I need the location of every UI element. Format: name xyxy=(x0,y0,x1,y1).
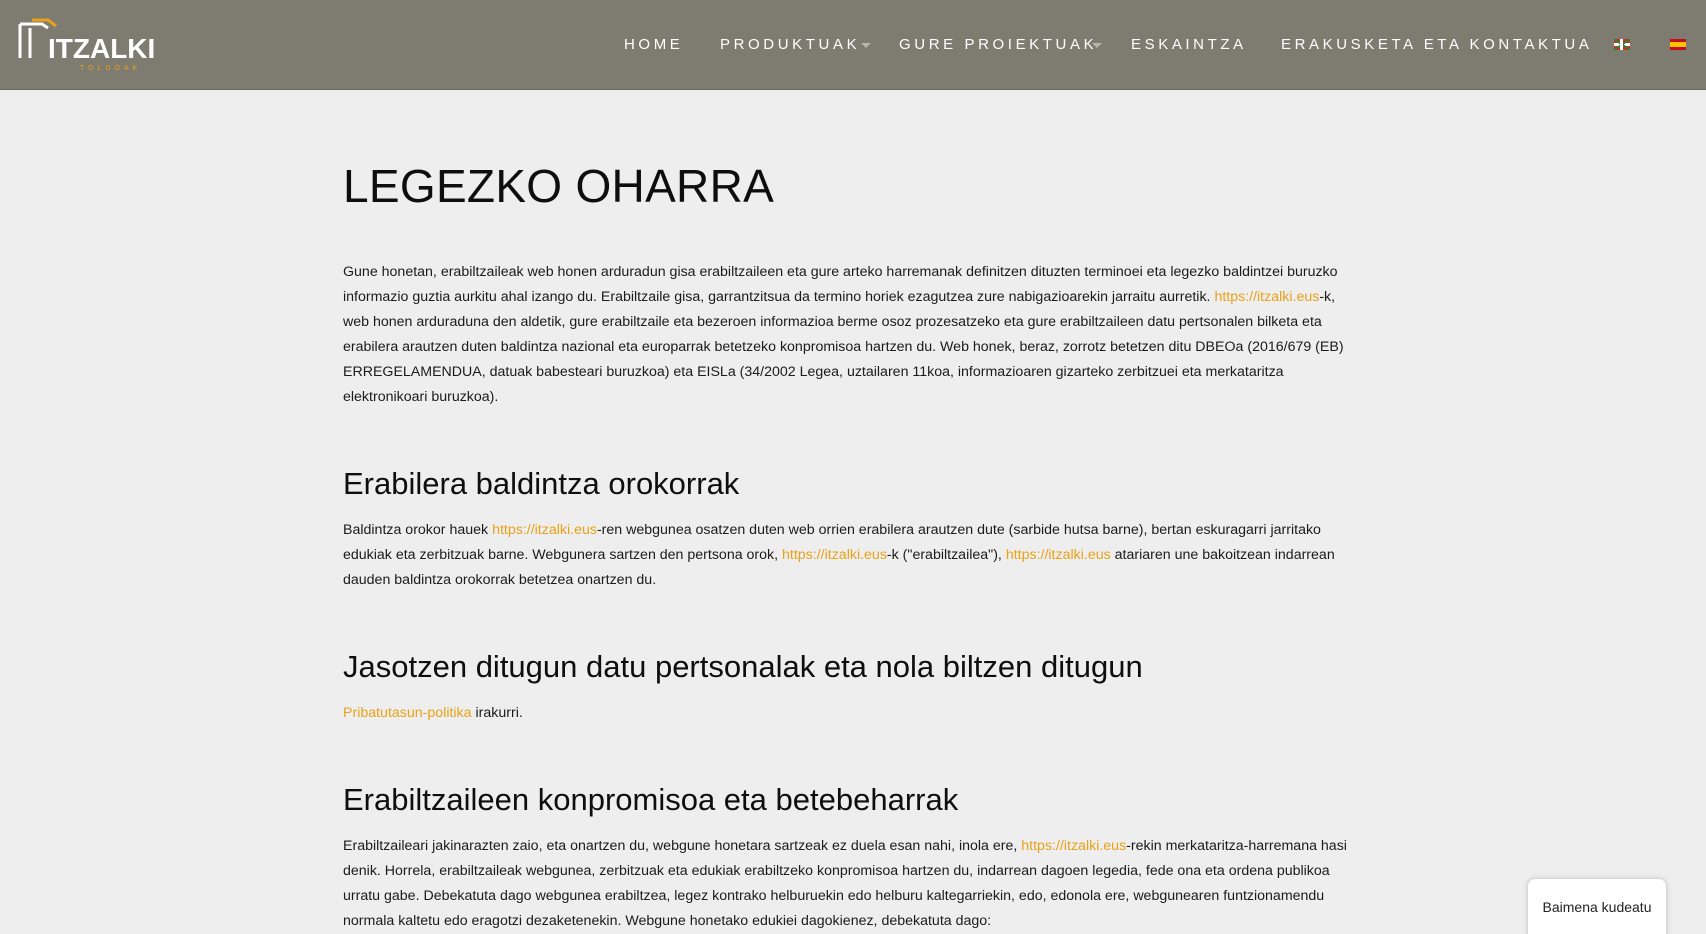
nav-produktuak[interactable]: PRODUKTUAK xyxy=(720,36,861,53)
paragraph-text: Baldintza orokor hauek xyxy=(343,522,493,538)
intro-text: -k, web honen arduraduna den aldetik, gure erabiltzaile eta bezeroen informazioa berme osoz prozesatzeko eta gure erabiltzaileen datu pertsonalen bilketa eta erabilera arautzen duten baldintza nazional eta europarrak betetzeko konpromisoa hartzen du. Web honek, beraz, zorrotz betetzen ditu DBEOa (2016/679 (EB) ERREGELAMENDUA, datuak babesteari buruzkoa) eta EISLa (34/2002 Legea, uztailaren 11koa, informazioaren gizarteko zerbitzuei eta merkataritza elektronikoari buruzkoa). xyxy=(343,289,1344,405)
itzalki-link[interactable]: https://itzalki.eus xyxy=(1214,289,1320,305)
intro-text: Gune honetan, erabiltzaileak web honen arduradun gisa erabiltzaileen eta gure arteko harremanak definitzen dituzten terminoei eta legezko baldintzei buruzko informazio guztia aurkitu ahal izango du. Erabiltzaile gisa, garrantzitsua da termino horiek ezagutzea zure nabigazioarekin jarraitu aurretik. xyxy=(343,264,1338,305)
section-paragraph-konpromisoa xyxy=(343,834,1363,934)
chevron-down-icon[interactable] xyxy=(1092,43,1102,48)
itzalki-link[interactable]: https://itzalki.eus xyxy=(1021,838,1127,854)
section-heading-datu-pertsonalak: Jasotzen ditugun datu pertsonalak eta nola biltzen ditugun xyxy=(343,649,1143,684)
logo-text: ITZALKI xyxy=(48,33,156,64)
paragraph-text: Erabiltzaileari jakinarazten zaio, eta onartzen du, webgune honetara sartzeak ez duela esan nahi, inola ere, xyxy=(343,838,1022,854)
logo-subtitle: TOLDOAK xyxy=(80,65,142,72)
paragraph-text: -rekin merkataritza-harremana hasi denik. Horrela, erabiltzaileak webgunea, zerbitzuak eta edukiak erabiltzeko konpromisoa hartzen du, indarrean dagoen legedia, fede ona eta ordena publikoa urratu gabe. Debekatuta dago webgunea erabiltzea, legez kontrako helburuekin edo helburu kaltegarriekin, edo, edonola ere, webgunearen funtzionamendu normala kaltetu edo eragotzi dezaketenekin. Webgune honetako edukiei dagokienez, debekatuta dago: xyxy=(343,838,1347,929)
paragraph-text: -k ("erabiltzailea"), xyxy=(886,547,1006,563)
logo-graphic xyxy=(18,18,168,74)
itzalki-logo[interactable] xyxy=(18,18,168,74)
intro-paragraph xyxy=(343,260,1363,410)
itzalki-link[interactable]: https://itzalki.eus xyxy=(492,522,597,538)
paragraph-text: irakurri. xyxy=(471,705,523,721)
site-header xyxy=(0,0,1706,90)
paragraph-text: atariaren une bakoitzean indarrean dauden baldintza orokorrak betetzea onartzen du. xyxy=(343,547,1335,588)
nav-gure-proiektuak[interactable]: GURE PROIEKTUAK xyxy=(899,36,1098,53)
nav-erakusketa-eta-kontaktua[interactable]: ERAKUSKETA ETA KONTAKTUA xyxy=(1281,36,1593,53)
section-heading-erabilera: Erabilera baldintza orokorrak xyxy=(343,466,740,501)
page-title: LEGEZKO OHARRA xyxy=(343,160,775,212)
privacy-policy-link[interactable]: Pribatutasun-politika xyxy=(343,705,472,721)
spanish-flag-icon[interactable] xyxy=(1670,39,1686,50)
paragraph-text: -ren webgunea osatzen duten web orrien erabilera arautzen dute (sarbide hutsa barne), bertan eskuragarri jarritako edukiak eta zerbitzuak barne. Webgunera sartzen den pertsona orok, xyxy=(343,522,1321,563)
section-heading-konpromisoa: Erabiltzaileen konpromisoa eta betebeharrak xyxy=(343,782,959,817)
consent-manage-button[interactable]: Baimena kudeatu xyxy=(1527,878,1667,934)
nav-home[interactable]: HOME xyxy=(624,36,684,53)
itzalki-link[interactable]: https://itzalki.eus xyxy=(1005,547,1111,563)
chevron-down-icon[interactable] xyxy=(861,43,871,48)
section-paragraph-datu-pertsonalak xyxy=(343,701,1363,726)
nav-eskaintza[interactable]: ESKAINTZA xyxy=(1131,36,1247,53)
section-paragraph-erabilera xyxy=(343,518,1363,593)
itzalki-link[interactable]: https://itzalki.eus xyxy=(782,547,887,563)
euskara-flag-icon[interactable] xyxy=(1614,39,1630,50)
